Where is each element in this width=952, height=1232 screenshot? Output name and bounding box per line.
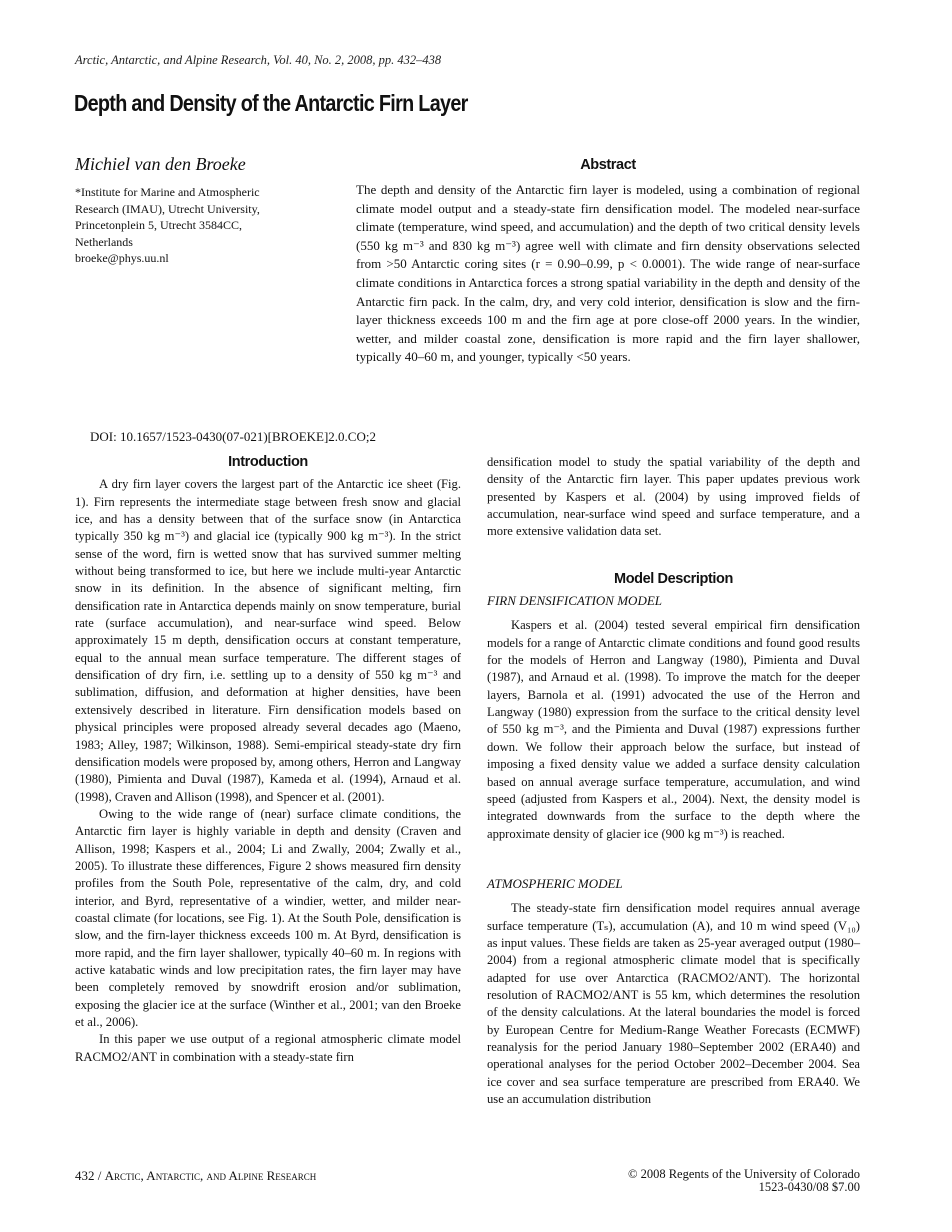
affiliation-line: Princetonplein 5, Utrecht 3584CC, [75, 218, 242, 232]
paragraph: Owing to the wide range of (near) surface climate conditions, the Antarctic firn layer is highly variable in depth and density (Craven and Allison, 1998; Kaspers et al., 2004; Li and Zwally, 2004; Zwally et al., 2005). To illustrate these differences, Figure 2 shows measured firn density profiles from the South Pole, representative of the calm, dry, and cold interior, and Byrd, representative of a windier, wetter, and milder near-coastal climate (for locations, see Fig. 1). At the South Pole, densification is slow, and the firn-layer thickness exceeds 100 m. At Byrd, densification is more rapid, and the firn layer shallower, typically 40–60 m. In regions with active katabatic winds and low precipitation rates, the firn layer may have been completely removed by snowdrift erosion and/or sublimation, exposing the glacier ice at the surface (Winther et al., 2001; van den Broeke et al., 2006). [75, 806, 461, 1029]
footer-journal: Arctic, Antarctic, and Alpine Research [104, 1168, 317, 1183]
paragraph: In this paper we use output of a regional atmospheric climate model RACMO2/ANT in combination with a steady-state firn [75, 1032, 461, 1064]
introduction-heading: Introduction [228, 454, 308, 470]
page-number: 432 / [75, 1168, 102, 1183]
paper-title: Depth and Density of the Antarctic Firn Layer [74, 90, 468, 116]
affiliation-line: *Institute for Marine and Atmospheric [75, 185, 260, 199]
abstract-heading: Abstract [580, 157, 636, 173]
doi: DOI: 10.1657/1523-0430(07-021)[BROEKE]2.0.CO;2 [90, 429, 376, 444]
footer-left [75, 1168, 316, 1184]
right-column [487, 454, 860, 1108]
affiliation-line: Netherlands [75, 234, 133, 249]
author-name: Michiel van den Broeke [75, 154, 246, 174]
subheading-atmos: ATMOSPHERIC MODEL [487, 875, 623, 891]
abstract-text: The depth and density of the Antarctic firn layer is modeled, using a combination of regional climate model output and a steady-state firn densification model. The modeled near-surface climate (temperature, wind speed, and accumulation) and the depth of two critical density levels (550 kg m⁻³ and 830 kg m⁻³) agree well with climate and firn density observations selected from >50 Antarctic coring sites (r = 0.90–0.99, p < 0.0001). The wide range of near-surface climate conditions in Antarctica forces a strong spatial variability in the depth and density of the Antarctic firn pack. In the calm, dry, and very cold interior, densification is slow and the firn-layer thickness exceeds 100 m and the firn age at pore close-off 2000 years. In the windier, wetter, and milder coastal zone, densification is more rapid and the firn layer shallower, typically 40–60 m, and younger, typically <50 years. [356, 182, 860, 365]
affiliation-line: Research (IMAU), Utrecht University, [75, 201, 260, 216]
model-description-heading: Model Description [614, 570, 733, 587]
paragraph: The steady-state firn densification model requires annual average surface temperature (Tₛ), accumulation (A), and 10 m wind speed (V₁₀) as input values. These fields are taken as 25-year averaged output (1980–2004) from a regional atmospheric climate model that is specifically adapted for use over Antarctica (RACMO2/ANT). The horizontal resolution of RACMO2/ANT is 55 km, which determines the resolution of the density calculations. At the lateral boundaries the model is forced by European Centre for Medium-Range Weather Forecasts (ECMWF) reanalysis for the period January 1980–September 2002 (ERA40) and operational analyses for the period October 2002–December 2004. Sea ice cover and sea surface temperature are prescribed from ERA40. We use an accumulation distribution [487, 901, 860, 1106]
left-column [75, 454, 461, 1066]
author-affiliation [75, 184, 335, 267]
author-email: broeke@phys.uu.nl [75, 251, 169, 265]
paragraph: Kaspers et al. (2004) tested several empirical firn densification models for a range of Antarctic climate conditions and found good results for the models of Herron and Langway (1980), Pimienta and Duval (1987), and Arnaud et al. (1998). To improve the match for the deeper layers, Barnola et al. (1991) advocated the use of the Herron and Langway (1980) expression from the surface to the critical density level of 550 kg m⁻³, and the Pimienta and Duval (1987) expressions further down. We follow their approach below the surface, but instead of imposing a fixed density value we added a surface density calculation based on annual average surface temperature, accumulation, and wind speed (adjusted from Kaspers et al., 2004). Next, the density model is integrated downwards from the surface to the depth where the approximate density of glacier ice (900 kg m⁻³) is reached. [487, 618, 860, 841]
subheading-firn: FIRN DENSIFICATION MODEL [487, 593, 663, 609]
issn-price: 1523-0430/08 $7.00 [758, 1180, 860, 1194]
paragraph: densification model to study the spatial variability of the depth and density of the Antarctic firn layer. This paper updates previous work presented by Kaspers et al. (2004) by using improved fields of accumulation, near-surface wind speed and surface temperature, and a more extensive validation data set. [487, 455, 860, 539]
footer-right [628, 1168, 860, 1194]
paragraph: A dry firn layer covers the largest part of the Antarctic ice sheet (Fig. 1). Firn represents the intermediate stage between fresh snow and glacial ice, and has a density between that of the surface snow (in Antarctica typically 350 kg m⁻³) and glacial ice (typically 900 kg m⁻³). In the strict sense of the word, firn is wetted snow that has survived summer melting without being transformed to ice, but here we include multi-year Antarctic snow in its definition. In the absence of significant melting, firn densification rate in Antarctica depends mainly on snow temperature, burial rate (surface accumulation), and near-surface wind speed. Below approximately 15 m depth, densification occurs at constant temperature, equal to the annual mean surface temperature. The different stages of densification of dry firn, i.e. settling up to a density of 550 kg m⁻³ and sublimation, diffusion, and deformation at higher densities, have been extensively described in literature. Firn densification models based on physical principles were proposed already several decades ago (Maeno, 1983; Alley, 1987; Wilkinson, 1988). Semi-empirical steady-state dry firn densification models were proposed by, among others, Herron and Langway (1980), Pimienta and Duval (1987), Kameda et al. (1994), Arnaud et al. (1998), Craven and Allison (1998), and Spencer et al. (2001). [75, 477, 461, 804]
copyright: © 2008 Regents of the University of Colorado [627, 1167, 860, 1181]
journal-header: Arctic, Antarctic, and Alpine Research, Vol. 40, No. 2, 2008, pp. 432–438 [75, 53, 442, 67]
